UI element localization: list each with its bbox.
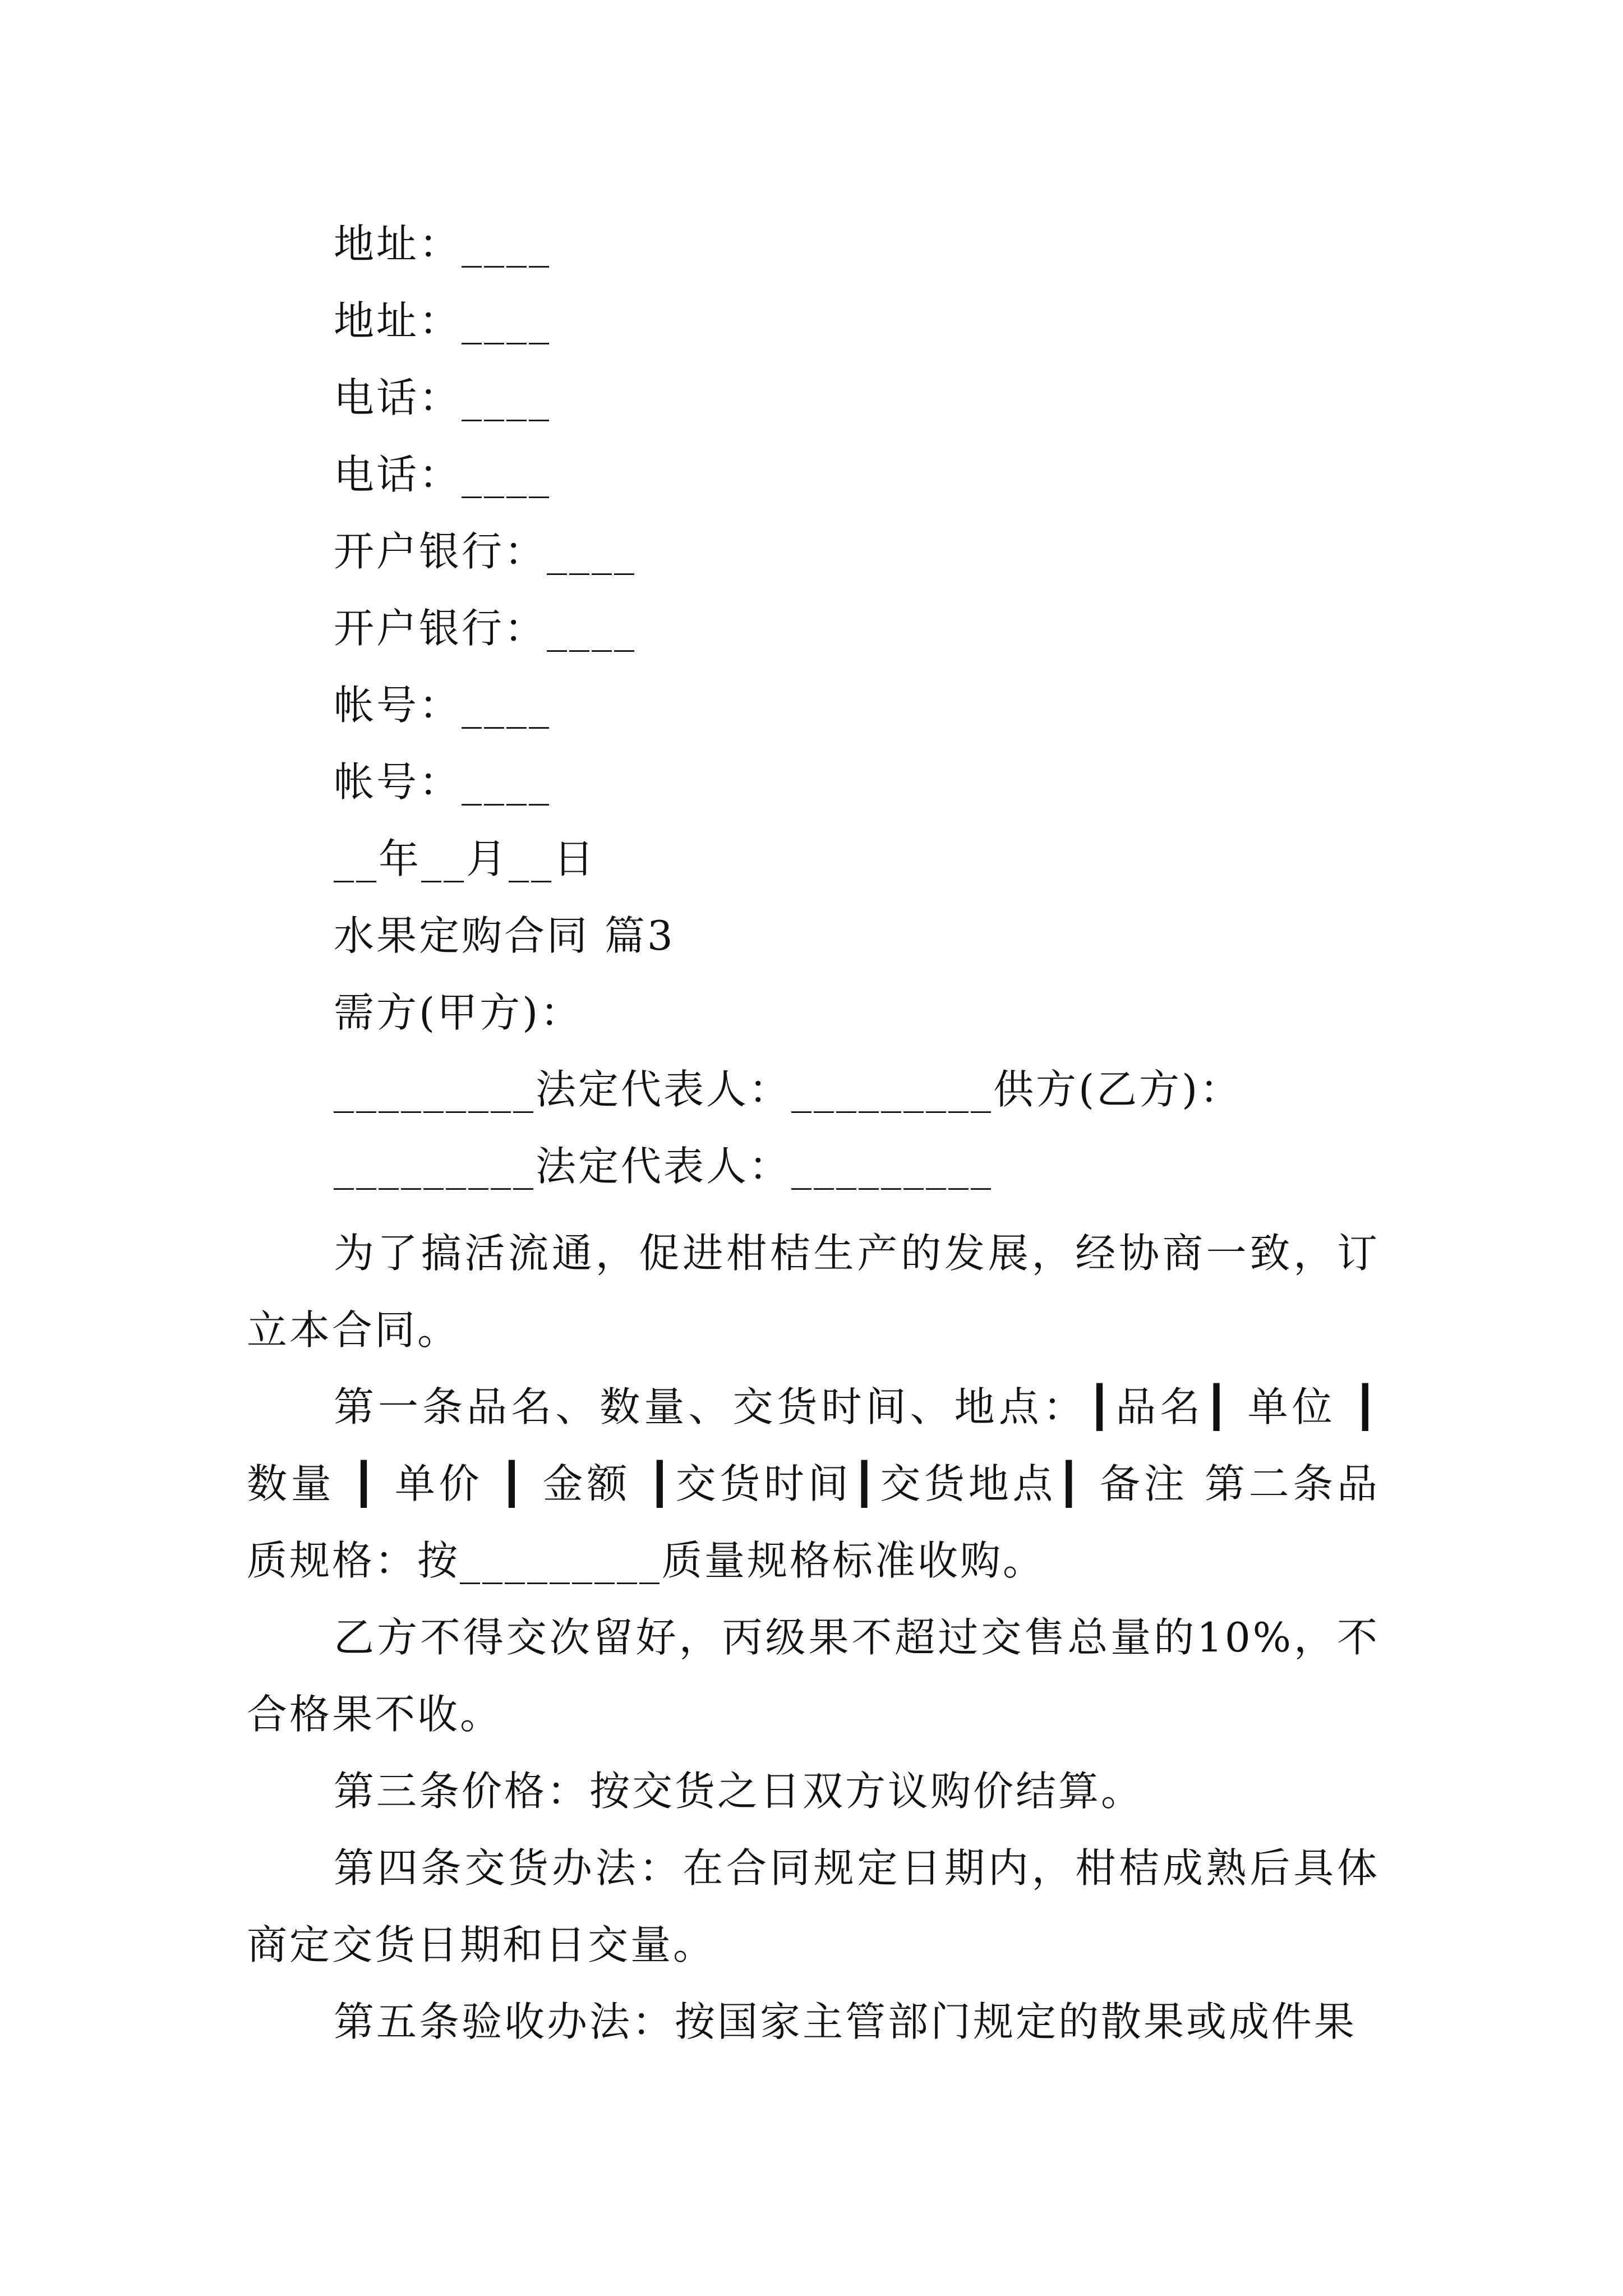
address-line-2: 地址：____ xyxy=(334,297,552,344)
phone-line-1: 电话：____ xyxy=(334,374,552,421)
paragraph-clause-1: 第一条品名、数量、交货时间、地点：┃品名┃ 单位 ┃数量 ┃ 单价 ┃ 金额 ┃交货时间┃交货地点┃ 备注 第二条品质规格：按_________质量规格标准收购。 xyxy=(247,1383,1380,1584)
bank-line-1: 开户银行：____ xyxy=(334,528,637,575)
date-line: __年__月__日 xyxy=(334,835,597,882)
paragraph-clause-5: 第五条验收办法：按国家主管部门规定的散果或成件果 xyxy=(334,1998,1357,2045)
account-line-1: 帐号：____ xyxy=(334,682,552,729)
buyer-line: 需方(甲方)： xyxy=(334,989,583,1036)
paragraph-intro: 为了搞活流通，促进柑桔生产的发展，经协商一致，订立本合同。 xyxy=(247,1230,1380,1354)
address-line-1: 地址：____ xyxy=(334,220,552,268)
paragraph-quality: 乙方不得交次留好，丙级果不超过交售总量的10%，不合格果不收。 xyxy=(247,1614,1380,1738)
paragraph-clause-4: 第四条交货办法：在合同规定日期内，柑桔成熟后具体商定交货日期和日交量。 xyxy=(247,1844,1380,1968)
phone-line-2: 电话：____ xyxy=(334,451,552,498)
representative-line-2: _________法定代表人：_________ xyxy=(334,1143,994,1190)
account-line-2: 帐号：____ xyxy=(334,758,552,806)
section-title: 水果定购合同 篇3 xyxy=(334,912,675,959)
bank-line-2: 开户银行：____ xyxy=(334,605,637,652)
paragraph-clause-3: 第三条价格：按交货之日双方议购价结算。 xyxy=(334,1768,1144,1815)
representative-line-1: _________法定代表人：_________供方(乙方)： xyxy=(334,1066,1243,1113)
